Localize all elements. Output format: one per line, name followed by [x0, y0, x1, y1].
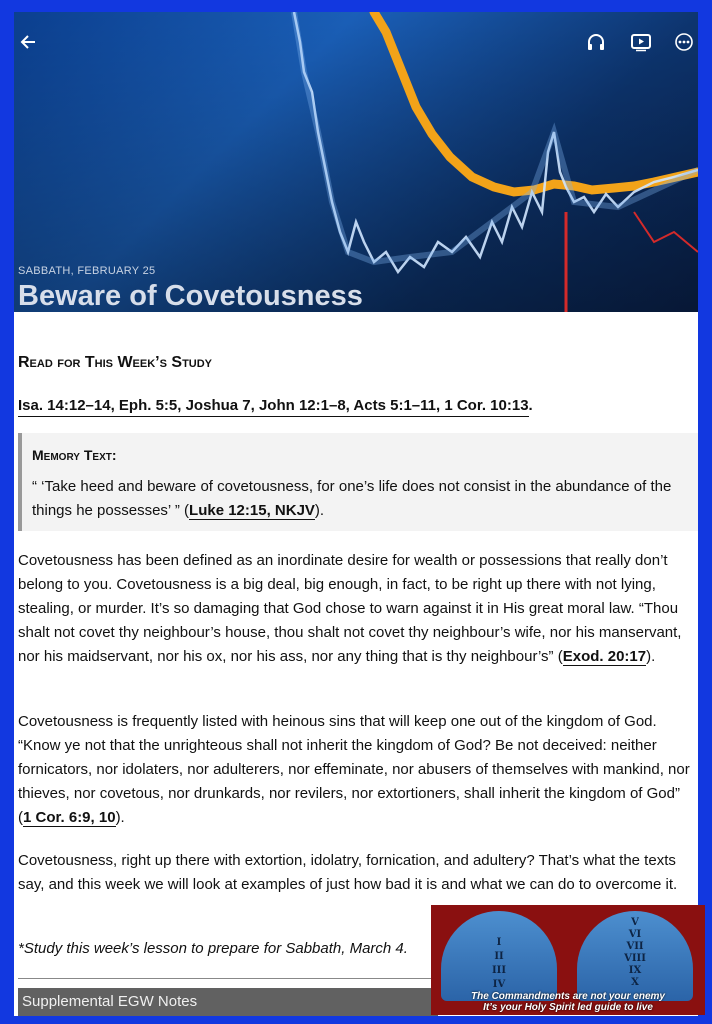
paragraph-3: Covetousness, right up there with extortion, idolatry, fornication, and adultery? That’s what the texts say, and this week we will look at examples of just how bad it is and what we can do to overcome it.	[18, 852, 678, 893]
corinthians-link[interactable]: 1 Cor. 6:9, 10	[23, 809, 116, 826]
references-link[interactable]: Isa. 14:12–14, Eph. 5:5, Joshua 7, John 12:1–8, Acts 5:1–11, 1 Cor. 10:13	[18, 397, 529, 417]
memory-label: Memory Text:	[32, 447, 117, 463]
play-video-icon[interactable]	[630, 32, 652, 52]
exodus-link[interactable]: Exod. 20:17	[562, 648, 647, 665]
memory-verse	[32, 475, 682, 523]
lesson-date: SABBATH, FEBRUARY 25	[18, 265, 156, 277]
numeral: IV	[492, 979, 506, 990]
numeral: I	[496, 937, 502, 948]
memory-verse-end: ).	[314, 502, 325, 519]
left-tablet	[441, 911, 557, 1001]
supplemental-notes-button[interactable]: Supplemental EGW Notes	[18, 988, 438, 1016]
more-options-icon[interactable]	[674, 32, 694, 52]
numeral: VIII	[624, 953, 646, 964]
memory-verse-link[interactable]: Luke 12:15, NKJV	[189, 502, 315, 519]
paragraph-2-end: ).	[115, 809, 125, 826]
caption-line-1: The Commandments are not your enemy	[471, 991, 665, 1002]
numeral: IX	[628, 965, 642, 976]
references-end: .	[528, 397, 533, 414]
reading-references	[18, 394, 533, 418]
overlay-caption	[431, 991, 705, 1013]
paragraph-2	[18, 710, 694, 830]
paragraph-1	[18, 549, 694, 669]
paragraph-1-text: Covetousness has been defined as an inordinate desire for wealth or possessions that really don’t belong to you. Covetousness is a big deal, big enough, in fact, to be right up there with not lying, stealing, or murder. It’s so damaging that God chose to warn against it in His great moral law. “Thou shalt not covet thy neighbour’s house, thou shalt not covet thy neighbour’s wife, nor his manservant, nor his maidservant, nor his ox, nor his ass, nor any thing that is thy neighbour’s” (	[18, 552, 682, 665]
back-arrow-icon[interactable]	[18, 32, 38, 52]
paragraph-1-end: ).	[646, 648, 656, 665]
caption-line-2: It’s your Holy Spirit led guide to live	[483, 1002, 653, 1013]
memory-verse-text: “ ‘Take heed and beware of covetousness, for one’s life does not consist in the abundance of the things he possesses’ ” (	[32, 478, 672, 519]
numeral: VI	[628, 929, 642, 940]
hero-image	[14, 12, 698, 312]
memory-text-box	[18, 433, 698, 531]
app-frame	[14, 12, 698, 1016]
numeral: VII	[626, 941, 644, 952]
right-tablet	[577, 911, 693, 1001]
numeral: II	[494, 951, 504, 962]
numeral: X	[631, 977, 639, 988]
numeral: V	[631, 917, 639, 928]
numeral: III	[491, 965, 507, 976]
paragraph-2-text: Covetousness is frequently listed with heinous sins that will keep one out of the kingdom of God. “Know ye not that the unrighteous shall not inherit the kingdom of God? Be not deceived: neither fornicators, nor idolaters, nor adulterers, nor effeminate, nor abusers of themselves with mankind, nor thieves, nor covetous, nor drunkards, nor revilers, nor extortioners, shall inherit the kingdom of God” (	[18, 713, 690, 826]
divider	[18, 978, 434, 979]
commandments-overlay-image	[431, 905, 705, 1015]
lesson-title: Beware of Covetousness	[18, 280, 363, 312]
top-toolbar	[14, 12, 698, 68]
read-heading: Read for This Week’s Study	[18, 354, 213, 371]
study-note: *Study this week’s lesson to prepare for Sabbath, March 4.	[18, 940, 408, 957]
headphones-icon[interactable]	[586, 32, 606, 52]
